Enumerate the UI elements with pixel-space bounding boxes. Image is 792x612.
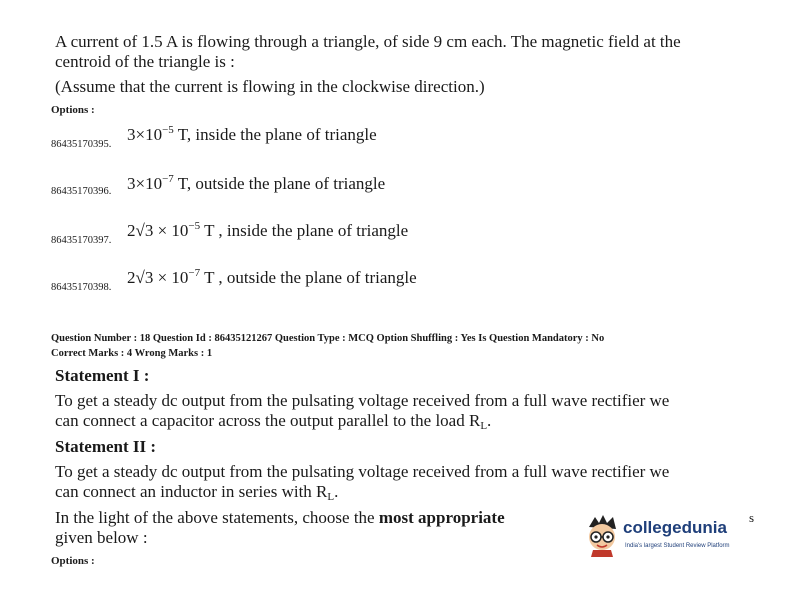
option-1-exp: −5 xyxy=(162,124,174,136)
option-2[interactable] xyxy=(127,174,385,194)
question-meta-line1: Question Number : 18 Question Id : 86435121267 Question Type : MCQ Option Shuffling : Yes Is Question Mandatory : No xyxy=(51,333,605,344)
closing-line1 xyxy=(55,508,505,528)
option-id-4: 86435170398. xyxy=(51,282,112,293)
statement1-line2-text: can connect a capacitor across the output parallel to the load R xyxy=(55,411,481,430)
option-id-3: 86435170397. xyxy=(51,235,112,246)
question-text-line2: centroid of the triangle is : xyxy=(55,52,235,71)
option-2-exp: −7 xyxy=(162,173,174,185)
statement1-heading: Statement I : xyxy=(55,366,150,385)
option-4[interactable] xyxy=(127,268,417,288)
brand-tagline: India's largest Student Review Platform xyxy=(625,543,730,549)
question-assumption: (Assume that the current is flowing in the clockwise direction.) xyxy=(55,77,485,96)
option-2-coef: 3×10 xyxy=(127,174,163,193)
option-1[interactable] xyxy=(127,125,377,145)
option-id-2: 86435170396. xyxy=(51,186,112,197)
question-text-line1: A current of 1.5 A is flowing through a triangle, of side 9 cm each. The magnetic field at the xyxy=(55,32,681,51)
statement2-line2 xyxy=(55,482,338,502)
statement2-line1: To get a steady dc output from the pulsating voltage received from a full wave rectifier we xyxy=(55,462,670,481)
statement1-subscript: L xyxy=(480,420,488,432)
closing-bold: most appropriate xyxy=(378,508,505,527)
closing-line1-text: In the light of the above statements, choose the xyxy=(55,508,379,527)
option-4-exp: −7 xyxy=(188,267,201,279)
option-3-coef: 2√3 × 10 xyxy=(127,221,189,240)
statement2-line2-text: can connect an inductor in series with R xyxy=(55,482,328,501)
option-4-coef: 2√3 × 10 xyxy=(127,268,189,287)
options-label: Options : xyxy=(51,104,95,116)
option-3-unit: T , inside the plane of triangle xyxy=(200,221,409,240)
mascot-icon xyxy=(583,513,621,557)
option-3[interactable] xyxy=(127,221,408,241)
statement1-line2-end: . xyxy=(487,411,492,430)
option-2-unit: T, outside the plane of triangle xyxy=(173,174,386,193)
closing-line2: given below : xyxy=(55,528,148,547)
statement2-subscript: L xyxy=(327,491,335,503)
statement2-heading: Statement II : xyxy=(55,437,157,456)
options-label-q18: Options : xyxy=(51,555,95,567)
statement1-line2 xyxy=(55,411,491,431)
brand-name: collegedunia xyxy=(623,518,727,537)
statement2-line2-end: . xyxy=(334,482,339,501)
collegedunia-watermark xyxy=(583,511,743,561)
question-meta-line2: Correct Marks : 4 Wrong Marks : 1 xyxy=(51,348,213,359)
statement1-line1: To get a steady dc output from the pulsating voltage received from a full wave rectifier we xyxy=(55,391,670,410)
option-1-unit: T, inside the plane of triangle xyxy=(173,125,377,144)
closing-tail: s xyxy=(749,510,755,525)
option-3-exp: −5 xyxy=(188,220,201,232)
option-4-unit: T , outside the plane of triangle xyxy=(200,268,417,287)
option-1-coef: 3×10 xyxy=(127,125,163,144)
option-id-1: 86435170395. xyxy=(51,139,112,150)
